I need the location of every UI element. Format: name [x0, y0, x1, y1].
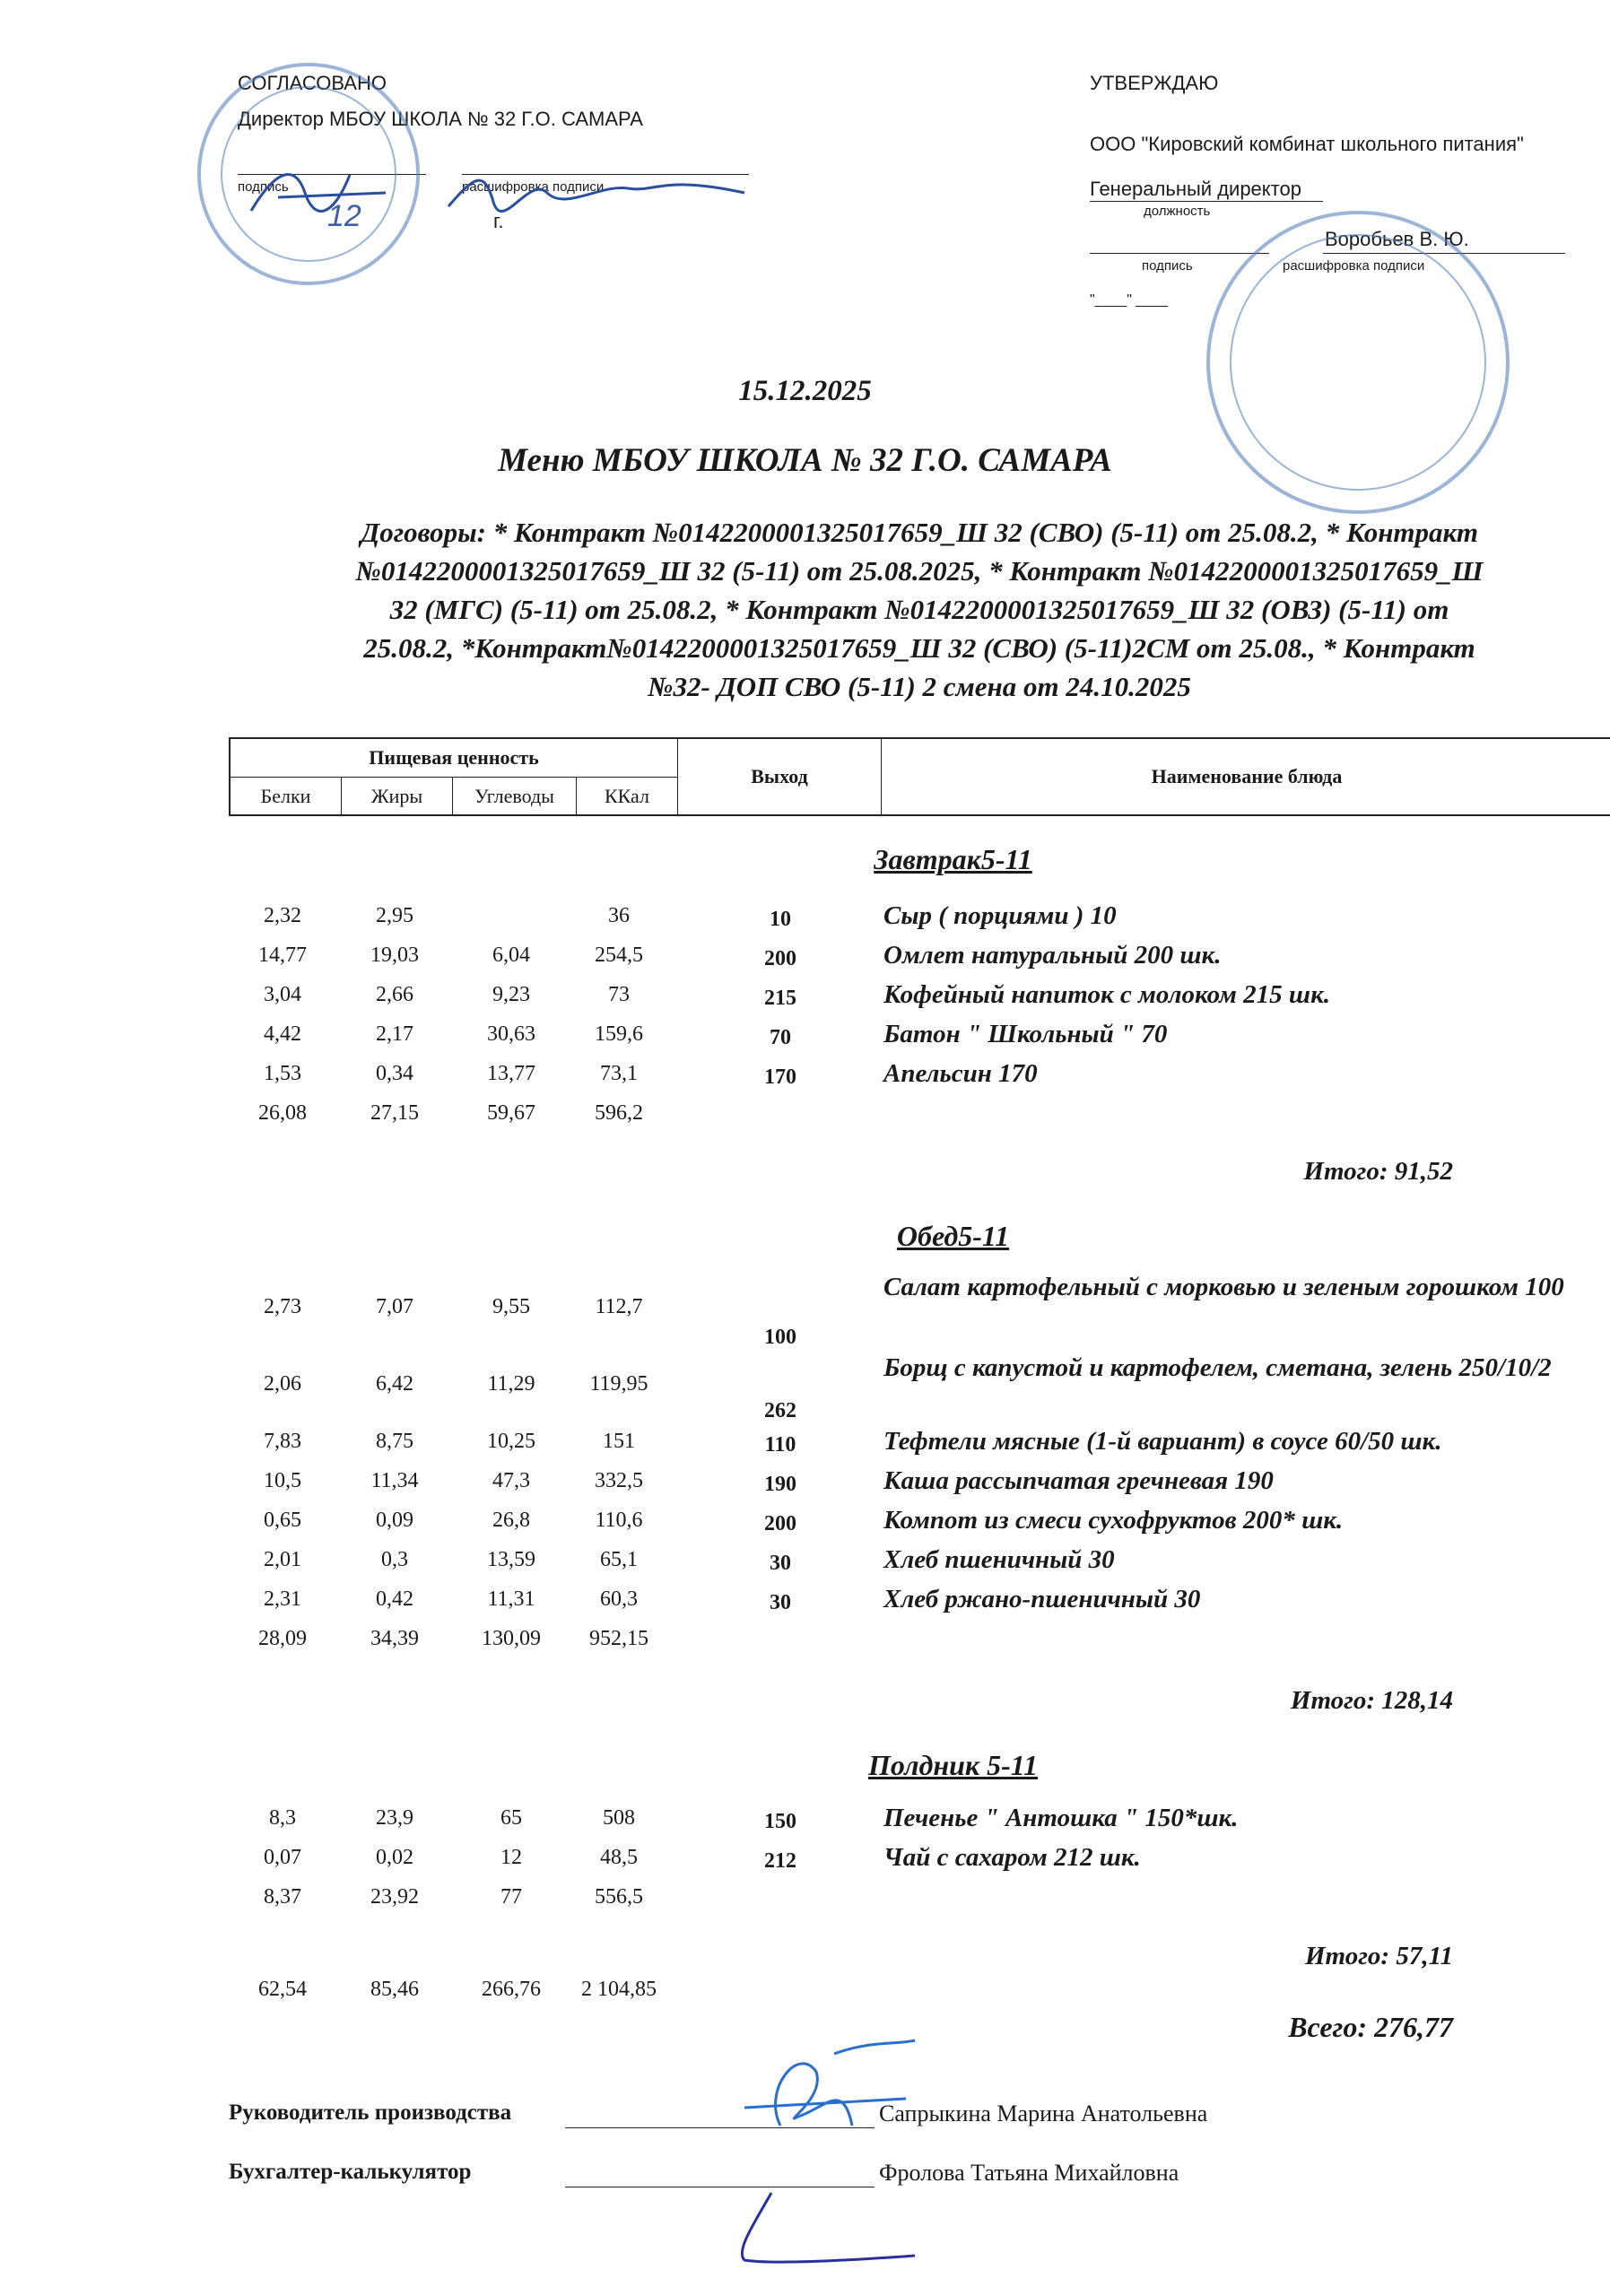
company-name: ООО "Кировский комбинат школьного питания"	[1090, 133, 1524, 155]
nutrition-cell: 7,83	[264, 1430, 301, 1453]
director-position: Генеральный директор	[1090, 178, 1323, 202]
menu-date: 15.12.2025	[738, 375, 872, 407]
output-cell: 30	[770, 1591, 791, 1614]
contracts-block	[229, 513, 1610, 706]
sum-cell: 952,15	[589, 1627, 648, 1650]
sum-cell: 77	[500, 1885, 522, 1909]
sum-cell: 23,92	[370, 1885, 419, 1909]
dish-name: Борщ с капустой и картофелем, сметана, зелень 250/10/2	[883, 1353, 1552, 1382]
section-heading	[0, 1749, 1610, 1782]
sum-cell: 556,5	[595, 1885, 643, 1909]
production-head-label: Руководитель производства	[229, 2100, 512, 2125]
contract-line: 32 (МГС) (5-11) от 25.08.2, * Контракт №0142200001325017659_Ш 32 (ОВЗ) (5-11) от	[389, 594, 1449, 625]
nutrition-cell: 8,75	[376, 1430, 413, 1453]
dish-name: Печенье " Антошка " 150*шк.	[883, 1804, 1239, 1832]
output-cell: 262	[764, 1399, 796, 1422]
menu-title: Меню МБОУ ШКОЛА № 32 Г.О. САМАРА	[498, 442, 1112, 479]
approval-left-director: Директор МБОУ ШКОЛА № 32 Г.О. САМАРА	[238, 108, 643, 130]
nutrition-cell: 48,5	[600, 1846, 638, 1869]
carbs-header: Углеводы	[453, 778, 577, 814]
contract-line: №0142200001325017659_Ш 32 (5-11) от 25.08.2025, * Контракт №0142200001325017659_Ш	[355, 555, 1484, 587]
contract-line: №32- ДОП СВО (5-11) 2 смена от 24.10.2025	[648, 671, 1191, 702]
output-cell: 100	[764, 1326, 796, 1349]
kcal-header: ККал	[577, 778, 678, 814]
accountant-name: Фролова Татьяна Михайловна	[879, 2160, 1179, 2186]
dish-name: Хлеб ржано-пшеничный 30	[883, 1585, 1201, 1613]
dish-name: Компот из смеси сухофруктов 200* шк.	[883, 1506, 1344, 1535]
dish-name: Омлет натуральный 200 шк.	[883, 941, 1222, 970]
dish-name: Батон " Школьный " 70	[883, 1020, 1168, 1048]
approval-left-heading: СОГЛАСОВАНО	[238, 72, 387, 94]
nutrition-cell: 30,63	[487, 1022, 535, 1046]
nutrition-cell: 12	[500, 1846, 522, 1869]
grand-carbs: 266,76	[482, 1978, 541, 2001]
output-cell: 200	[764, 947, 796, 970]
nutrition-cell: 0,65	[264, 1509, 301, 1532]
nutrition-cell: 7,07	[376, 1295, 413, 1318]
nutrition-cell: 2,32	[264, 904, 301, 927]
nutrition-cell: 65,1	[600, 1548, 638, 1571]
sum-cell: 130,09	[482, 1627, 541, 1650]
table-header	[229, 737, 1610, 816]
nutrition-cell: 9,55	[492, 1295, 530, 1318]
sum-cell: 26,08	[258, 1101, 307, 1125]
contract-line: Договоры: * Контракт №0142200001325017659_Ш 32 (СВО) (5-11) от 25.08.2, * Контракт	[361, 517, 1478, 548]
nutrition-cell: 47,3	[492, 1469, 530, 1492]
section-heading-text: Обед5-11	[896, 1220, 1010, 1252]
nutrition-cell: 2,06	[264, 1372, 301, 1396]
nutrition-cell: 13,59	[487, 1548, 535, 1571]
nutrition-cell: 6,04	[492, 944, 530, 967]
director-signature	[242, 157, 753, 229]
sum-cell: 8,37	[264, 1885, 301, 1909]
position-caption: должность	[1144, 204, 1211, 219]
nutrition-cell: 3,04	[264, 983, 301, 1006]
approval-right-heading: УТВЕРЖДАЮ	[1090, 72, 1219, 94]
nutrition-cell: 112,7	[595, 1295, 643, 1318]
nutrition-cell: 159,6	[595, 1022, 643, 1046]
nutrition-cell: 36	[608, 904, 630, 927]
nutrition-cell: 26,8	[492, 1509, 530, 1532]
fat-header: Жиры	[342, 778, 453, 814]
section-total: Итого: 128,14	[1290, 1686, 1453, 1715]
nutrition-cell: 0,02	[376, 1846, 413, 1869]
dish-header: Наименование блюда	[1151, 765, 1343, 787]
nutrition-cell: 13,77	[487, 1062, 535, 1085]
nutrition-cell: 4,42	[264, 1022, 301, 1046]
accountant-label: Бухгалтер-калькулятор	[229, 2160, 472, 2184]
grand-fat: 85,46	[370, 1978, 419, 2001]
nutrition-header: Пищевая ценность	[231, 739, 678, 778]
decode-caption-left: расшифровка подписи	[462, 179, 605, 195]
nutrition-cell: 2,31	[264, 1587, 301, 1611]
nutrition-cell: 508	[603, 1806, 635, 1830]
nutrition-cell: 11,31	[487, 1587, 535, 1611]
output-header: Выход	[678, 739, 882, 814]
dish-name: Салат картофельный с морковью и зеленым горошком 100	[883, 1273, 1564, 1301]
nutrition-cell: 0,3	[381, 1548, 408, 1571]
output-cell: 150	[764, 1810, 796, 1833]
protein-header: Белки	[231, 778, 342, 814]
nutrition-cell: 73	[608, 983, 630, 1006]
sum-cell: 59,67	[487, 1101, 535, 1125]
nutrition-cell: 73,1	[600, 1062, 638, 1085]
nutrition-cell: 6,42	[376, 1372, 413, 1396]
nutrition-cell: 1,53	[264, 1062, 301, 1085]
dish-name: Каша рассыпчатая гречневая 190	[883, 1466, 1274, 1495]
output-cell: 200	[764, 1512, 796, 1535]
approver-name: Воробьев В. Ю.	[1325, 228, 1469, 250]
sum-cell: 34,39	[370, 1627, 419, 1650]
grand-kcal: 2 104,85	[581, 1978, 657, 2001]
nutrition-cell: 0,07	[264, 1846, 301, 1869]
output-cell: 215	[764, 987, 796, 1010]
section-total: Итого: 57,11	[1305, 1942, 1453, 1970]
dish-name: Апельсин 170	[883, 1059, 1038, 1088]
nutrition-cell: 2,01	[264, 1548, 301, 1571]
accountant-signature	[718, 2188, 924, 2269]
sum-cell: 28,09	[258, 1627, 307, 1650]
dish-name: Чай с сахаром 212 шк.	[883, 1843, 1141, 1872]
section-heading-text: Завтрак5-11	[874, 843, 1032, 875]
dish-name: Сыр ( порциями ) 10	[883, 901, 1117, 930]
nutrition-cell: 119,95	[589, 1372, 648, 1396]
output-cell: 170	[764, 1065, 796, 1089]
production-head-signature	[744, 2036, 924, 2144]
output-cell: 70	[770, 1026, 791, 1049]
sign-caption-left: подпись	[238, 179, 289, 195]
year-suffix: г.	[493, 210, 504, 232]
nutrition-cell: 11,29	[487, 1372, 535, 1396]
nutrition-cell: 19,03	[370, 944, 419, 967]
section-heading	[0, 843, 1610, 876]
nutrition-cell: 110,6	[595, 1509, 643, 1532]
contract-line: 25.08.2, *Контракт№0142200001325017659_Ш 32 (СВО) (5-11)2СМ от 25.08., * Контракт	[363, 632, 1475, 664]
nutrition-cell: 8,3	[269, 1806, 296, 1830]
nutrition-cell: 2,73	[264, 1295, 301, 1318]
nutrition-cell: 254,5	[595, 944, 643, 967]
nutrition-cell: 2,17	[376, 1022, 413, 1046]
output-cell: 190	[764, 1473, 796, 1496]
dish-name: Хлеб пшеничный 30	[883, 1545, 1115, 1574]
output-cell: 110	[764, 1433, 796, 1457]
nutrition-cell: 0,34	[376, 1062, 413, 1085]
grand-protein: 62,54	[258, 1978, 307, 2001]
nutrition-cell: 10,25	[487, 1430, 535, 1453]
nutrition-cell: 2,66	[376, 983, 413, 1006]
section-heading	[0, 1220, 1610, 1253]
output-cell: 30	[770, 1552, 791, 1575]
nutrition-cell: 151	[603, 1430, 635, 1453]
output-cell: 212	[764, 1849, 796, 1873]
decode-caption-right: расшифровка подписи	[1283, 258, 1425, 274]
sign-caption-right: подпись	[1142, 258, 1193, 274]
nutrition-cell: 0,42	[376, 1587, 413, 1611]
nutrition-cell: 332,5	[595, 1469, 643, 1492]
nutrition-cell: 0,09	[376, 1509, 413, 1532]
sum-cell: 27,15	[370, 1101, 419, 1125]
approval-date-stub: "____" ____	[1090, 292, 1168, 308]
nutrition-cell: 60,3	[600, 1587, 638, 1611]
nutrition-cell: 10,5	[264, 1469, 301, 1492]
dish-name: Тефтели мясные (1-й вариант) в соусе 60/50 шк.	[883, 1427, 1442, 1456]
nutrition-cell: 9,23	[492, 983, 530, 1006]
output-cell: 10	[770, 908, 791, 931]
section-total: Итого: 91,52	[1303, 1157, 1453, 1186]
nutrition-cell: 2,95	[376, 904, 413, 927]
nutrition-cell: 23,9	[376, 1806, 413, 1830]
dish-name: Кофейный напиток с молоком 215 шк.	[883, 980, 1331, 1009]
handwritten-date: 12	[327, 199, 361, 233]
sum-cell: 596,2	[595, 1101, 643, 1125]
nutrition-cell: 11,34	[370, 1469, 419, 1492]
production-head-name: Сапрыкина Марина Анатольевна	[879, 2100, 1208, 2126]
section-heading-text: Полдник 5-11	[867, 1749, 1039, 1781]
nutrition-cell: 65	[500, 1806, 522, 1830]
grand-total: Всего: 276,77	[1288, 2011, 1453, 2043]
nutrition-cell: 14,77	[258, 944, 307, 967]
